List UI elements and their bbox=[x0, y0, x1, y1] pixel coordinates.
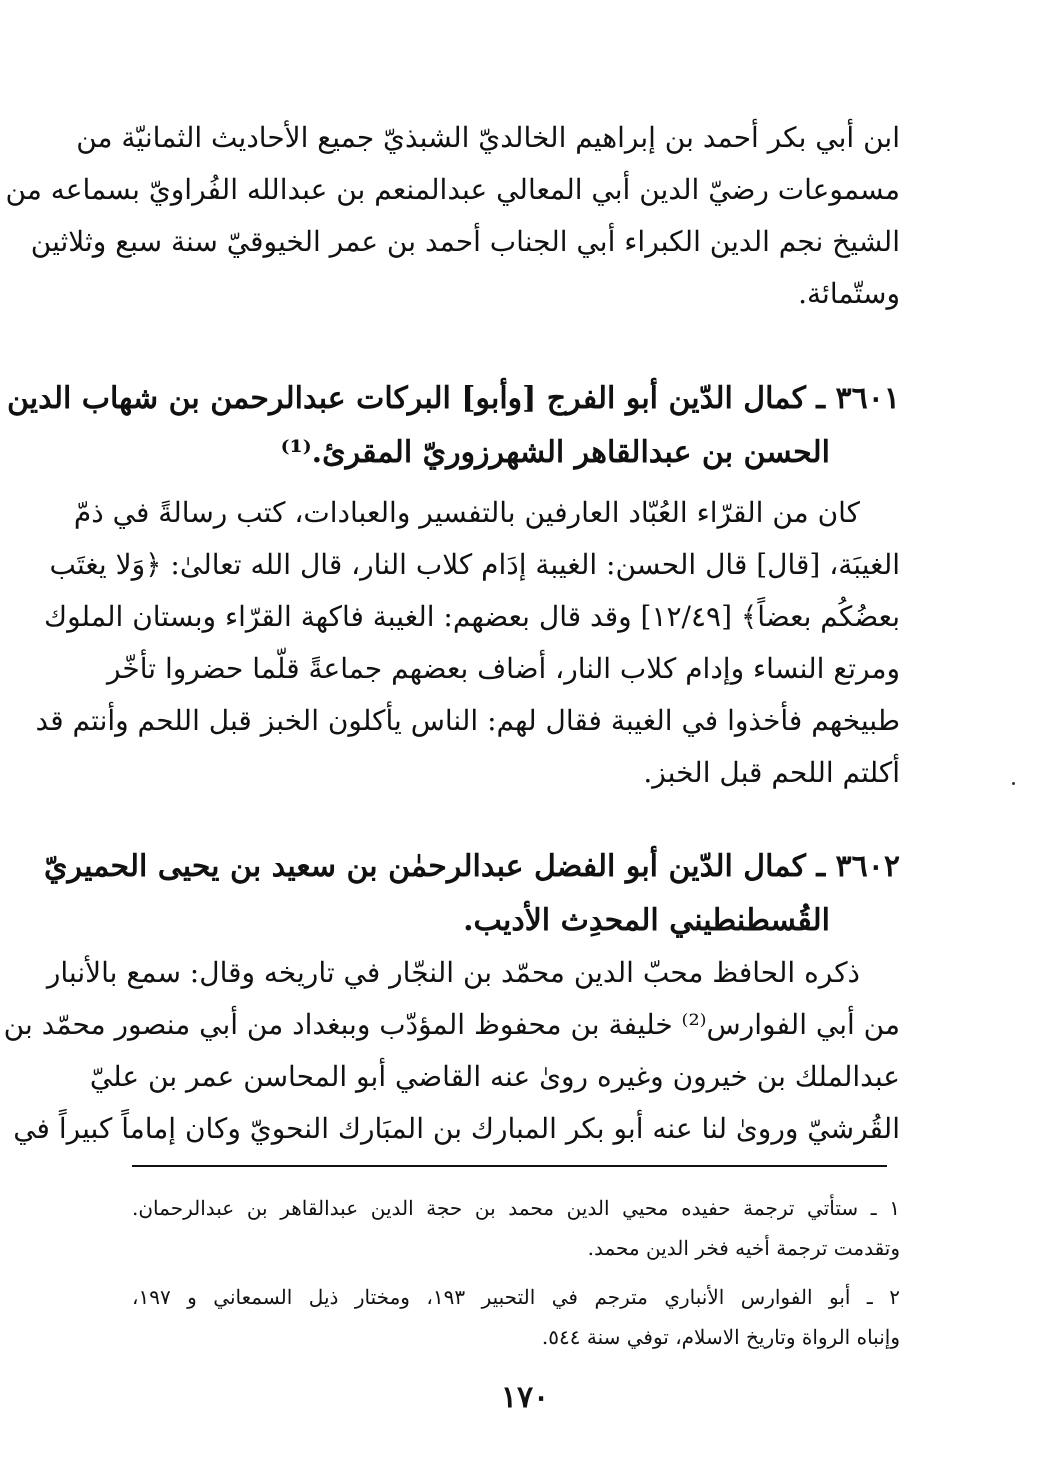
entry-body-3601 bbox=[35, 487, 900, 799]
footnote-line: وإنباه الرواة وتاريخ الاسلام، توفي سنة ٥٤٤. bbox=[541, 1325, 900, 1349]
scan-speck bbox=[1012, 782, 1015, 785]
intro-paragraph bbox=[5, 112, 900, 320]
footnote-2 bbox=[132, 1277, 900, 1357]
text-line: مسموعات رضيّ الدين أبي المعالي عبدالمنعم بن عبدالله الفُراويّ بسماعه من bbox=[5, 173, 900, 206]
text-line: الشيخ نجم الدين الكبراء أبي الجناب أحمد بن عمر الخيوقيّ سنة سبع وثلاثين bbox=[30, 225, 900, 258]
text-line: القُرشيّ وروىٰ لنا عنه أبو بكر المبارك بن المبَارك النحويّ وكان إماماً كبيراً في bbox=[13, 1112, 900, 1145]
text-line: الغيبَة، [قال] قال الحسن: الغيبة إدَام كلاب النار، قال الله تعالىٰ: ﴿وَلا يغتَب bbox=[49, 548, 900, 581]
footnote-line: ٢ ـ أبو الفوارس الأنباري مترجم في التحبير ١٩٣، ومختار ذيل السمعاني و ١٩٧، bbox=[132, 1285, 900, 1309]
footnote-divider bbox=[132, 1165, 887, 1167]
heading-line: الحسن بن عبدالقاهر الشهرزوريّ المقرئ.⁽¹⁾ bbox=[280, 435, 830, 470]
text-line: كان من القرّاء العُبّاد العارفين بالتفسير والعبادات، كتب رسالةً في ذمّ bbox=[73, 496, 860, 529]
text-line: وستّمائة. bbox=[798, 277, 900, 310]
page-number: ١٧٠ bbox=[500, 1380, 550, 1415]
heading-line: القُسطنطيني المحدِث الأديب. bbox=[463, 903, 830, 938]
entry-heading-3601 bbox=[6, 372, 900, 480]
text-line: عبدالملك بن خيرون وغيره روىٰ عنه القاضي أبو المحاسن عمر بن عليّ bbox=[89, 1060, 900, 1093]
entry-body-3602 bbox=[3, 947, 900, 1155]
text-line: ذكره الحافظ محبّ الدين محمّد بن النجّار في تاريخه وقال: سمع بالأنبار bbox=[46, 956, 860, 989]
footnote-line: وتقدمت ترجمة أخيه فخر الدين محمد. bbox=[587, 1236, 900, 1260]
text-line: بعضُكُم بعضاً﴾ [١٢/٤٩] وقد قال بعضهم: الغيبة فاكهة القرّاء وبستان الملوك bbox=[44, 600, 900, 633]
entry-heading-3602 bbox=[44, 840, 900, 948]
text-line: ومرتع النساء وإدام كلاب النار، أضاف بعضهم جماعةً قلّما حضروا تأخّر bbox=[106, 652, 900, 685]
heading-line: ٣٦٠١ ـ كمال الدّين أبو الفرج [وأبو] البركات عبدالرحمن بن شهاب الدين bbox=[6, 381, 900, 416]
text-line: أكلتم اللحم قبل الخبز. bbox=[643, 756, 900, 789]
footnote-line: ١ ـ ستأتي ترجمة حفيده محيي الدين محمد بن حجة الدين عبدالقاهر بن عبدالرحمان. bbox=[132, 1196, 900, 1220]
text-line: ابن أبي بكر أحمد بن إبراهيم الخالديّ الشبذيّ جميع الأحاديث الثمانيّة من bbox=[76, 121, 900, 154]
heading-line: ٣٦٠٢ ـ كمال الدّين أبو الفضل عبدالرحمٰن بن سعيد بن يحيى الحميريّ bbox=[44, 849, 900, 884]
text-line: طبيخهم فأخذوا في الغيبة فقال لهم: الناس يأكلون الخبز قبل اللحم وأنتم قد bbox=[35, 704, 900, 737]
footnote-1 bbox=[132, 1188, 900, 1268]
text-line: من أبي الفوارس⁽²⁾ خليفة بن محفوظ المؤدّب وببغداد من أبي منصور محمّد بن bbox=[3, 1008, 900, 1041]
